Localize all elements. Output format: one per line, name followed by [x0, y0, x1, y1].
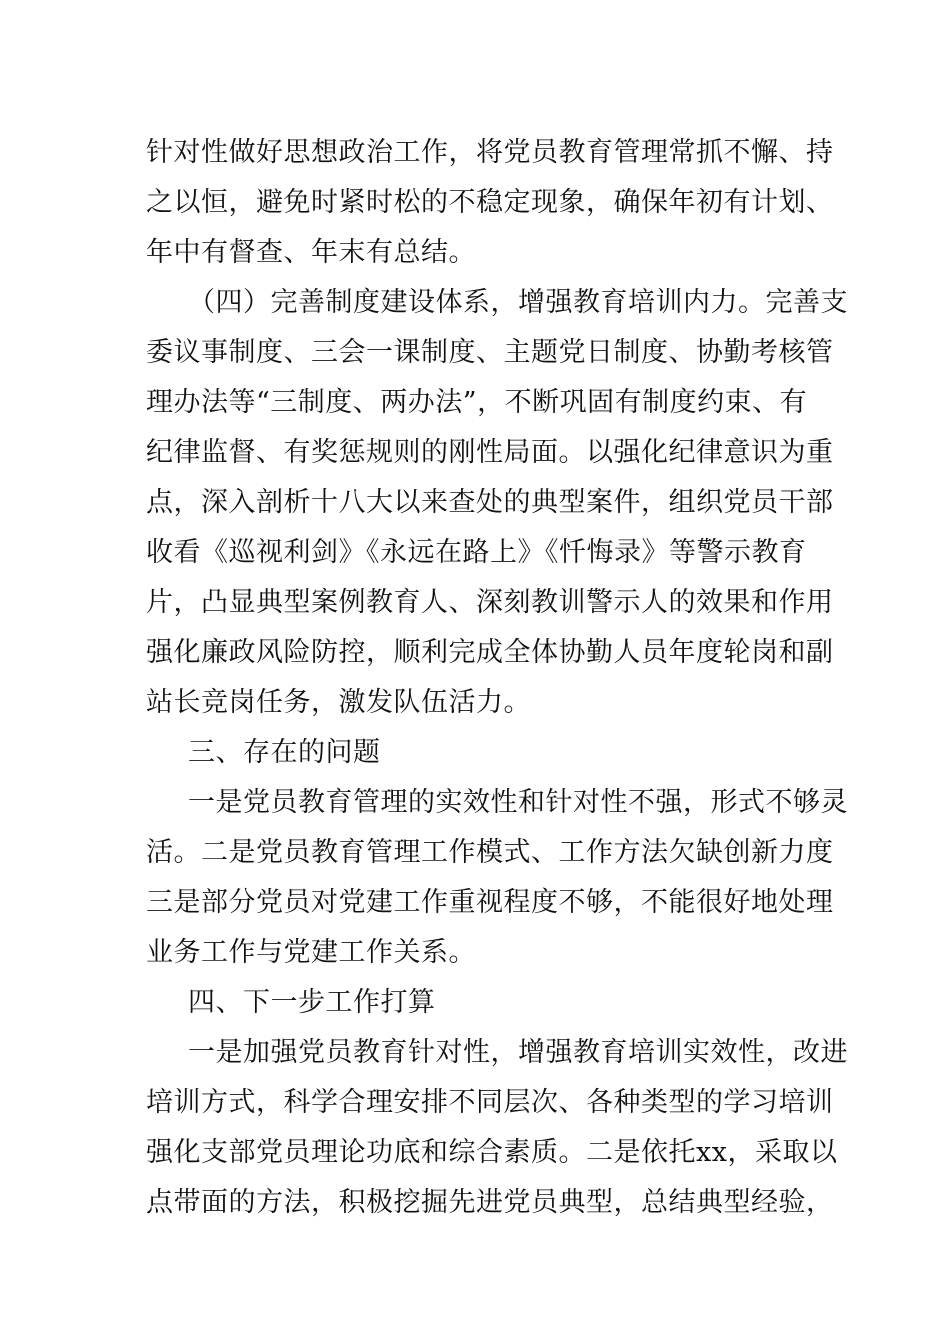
paragraph-line: 收看《巡视利剑》《永远在路上》《忏悔录》等警示教育 [146, 537, 807, 568]
paragraph-line: （四）完善制度建设体系，增强教育培训内力。完善支 [188, 287, 848, 318]
paragraph-line: 针对性做好思想政治工作，将党员教育管理常抓不懈、持 [146, 137, 834, 168]
section-heading: 三、存在的问题 [188, 737, 381, 768]
paragraph-line: 纪律监督、有奖惩规则的刚性局面。以强化纪律意识为重 [146, 437, 834, 468]
paragraph-line: 点，深入剖析十八大以来查处的典型案件，组织党员干部 [146, 487, 834, 518]
paragraph-line: 委议事制度、三会一课制度、主题党日制度、协勤考核管 [146, 337, 834, 368]
paragraph-line: 业务工作与党建工作关系。 [146, 937, 476, 968]
paragraph-line: 一是党员教育管理的实效性和针对性不强，形式不够灵 [188, 787, 848, 818]
paragraph-line: 活。二是党员教育管理工作模式、工作方法欠缺创新力度 [146, 837, 834, 868]
paragraph-line: 之以恒，避免时紧时松的不稳定现象，确保年初有计划、 [146, 187, 834, 218]
paragraph-line: 一是加强党员教育针对性，增强教育培训实效性，改进 [188, 1037, 848, 1068]
section-heading: 四、下一步工作打算 [188, 987, 436, 1018]
paragraph-line: 片，凸显典型案例教育人、深刻教训警示人的效果和作用 [146, 587, 834, 618]
paragraph-line: 理办法等“三制度、两办法”，不断巩固有制度约束、有 [146, 387, 808, 418]
paragraph-line: 年中有督查、年末有总结。 [146, 237, 476, 268]
paragraph-line: 站长竞岗任务，激发队伍活力。 [146, 687, 531, 718]
paragraph-line: 培训方式，科学合理安排不同层次、各种类型的学习培训 [146, 1087, 834, 1118]
paragraph-line: 三是部分党员对党建工作重视程度不够，不能很好地处理 [146, 887, 834, 918]
paragraph-line: 点带面的方法，积极挖掘先进党员典型，总结典型经验， [146, 1187, 834, 1218]
paragraph-line: 强化支部党员理论功底和综合素质。二是依托xx，采取以 [146, 1137, 838, 1168]
paragraph-line: 强化廉政风险防控，顺利完成全体协勤人员年度轮岗和副 [146, 637, 834, 668]
